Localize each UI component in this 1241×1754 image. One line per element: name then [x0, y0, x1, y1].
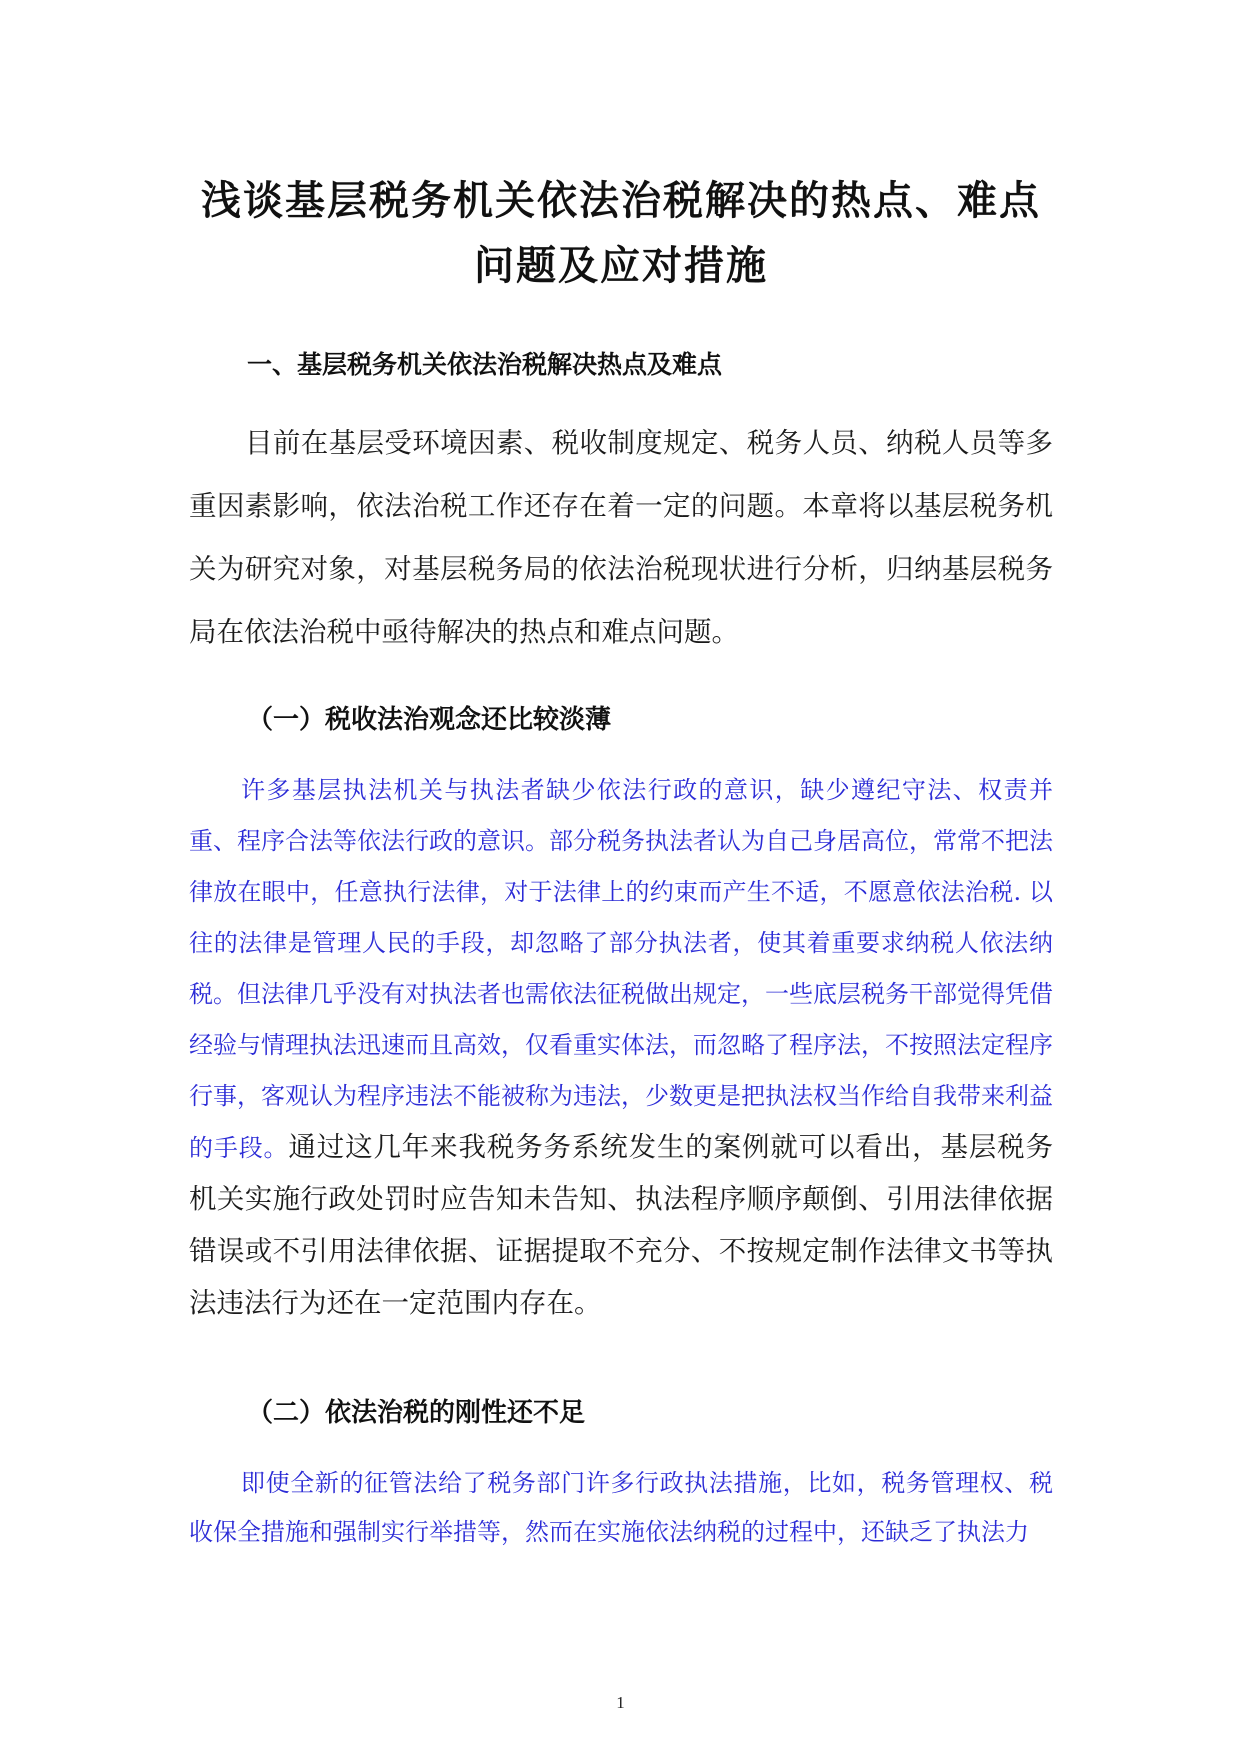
document-title: 浅谈基层税务机关依法治税解决的热点、难点问题及应对措施	[201, 177, 1041, 289]
section-heading-1: 一、基层税务机关依法治税解决热点及难点	[247, 350, 723, 379]
subsection-heading-1: （一）税收法治观念还比较淡薄	[247, 705, 612, 735]
highlighted-text: 许多基层执法机关与执法者缺少依法行政的意识，缺少遵纪守法、权责并重、程序合法等依法行政的意识。部分税务执法者认为自己身居高位，常常不把法律放在眼中，任意执行法律，对于法律上的约束而产生不适，不愿意依法治税. 以往的法律是管理人民的手段，却忽略了部分执法者，使其着重要求纳税人依法纳税。但法律几乎没有对执法者也需依法征税做出规定，一些底层税务干部觉得凭借经验与情理执法迅速而且高效，仅看重实体法，而忽略了程序法，不按照法定程序行事，客观认为程序违法不能被称为违法，少数更是把执法权当作给自我带来利益的手段。	[189, 776, 1053, 1162]
body-text: 通过这几年来我税务务系统发生的案例就可以看出，基层税务机关实施行政处罚时应告知未告知、执法程序顺序颠倒、引用法律依据错误或不引用法律依据、证据提取不充分、不按规定制作法律文书等执法违法行为还在一定范围内存在。	[189, 1131, 1054, 1319]
subsection-heading-2: （二）依法治税的刚性还不足	[247, 1398, 586, 1428]
subsection-2-paragraph: 即使全新的征管法给了税务部门许多行政执法措施，比如，税务管理权、税收保全措施和强制实行举措等，然而在实施依法纳税的过程中，还缺乏了执法力	[189, 1469, 1053, 1546]
page-number: 1	[616, 1693, 625, 1712]
subsection-1-paragraph	[189, 766, 1053, 1331]
section-1-paragraph: 目前在基层受环境因素、税收制度规定、税务人员、纳税人员等多重因素影响，依法治税工作还存在着一定的问题。本章将以基层税务机关为研究对象，对基层税务局的依法治税现状进行分析，归纳基层税务局在依法治税中亟待解决的热点和难点问题。	[189, 427, 1053, 648]
